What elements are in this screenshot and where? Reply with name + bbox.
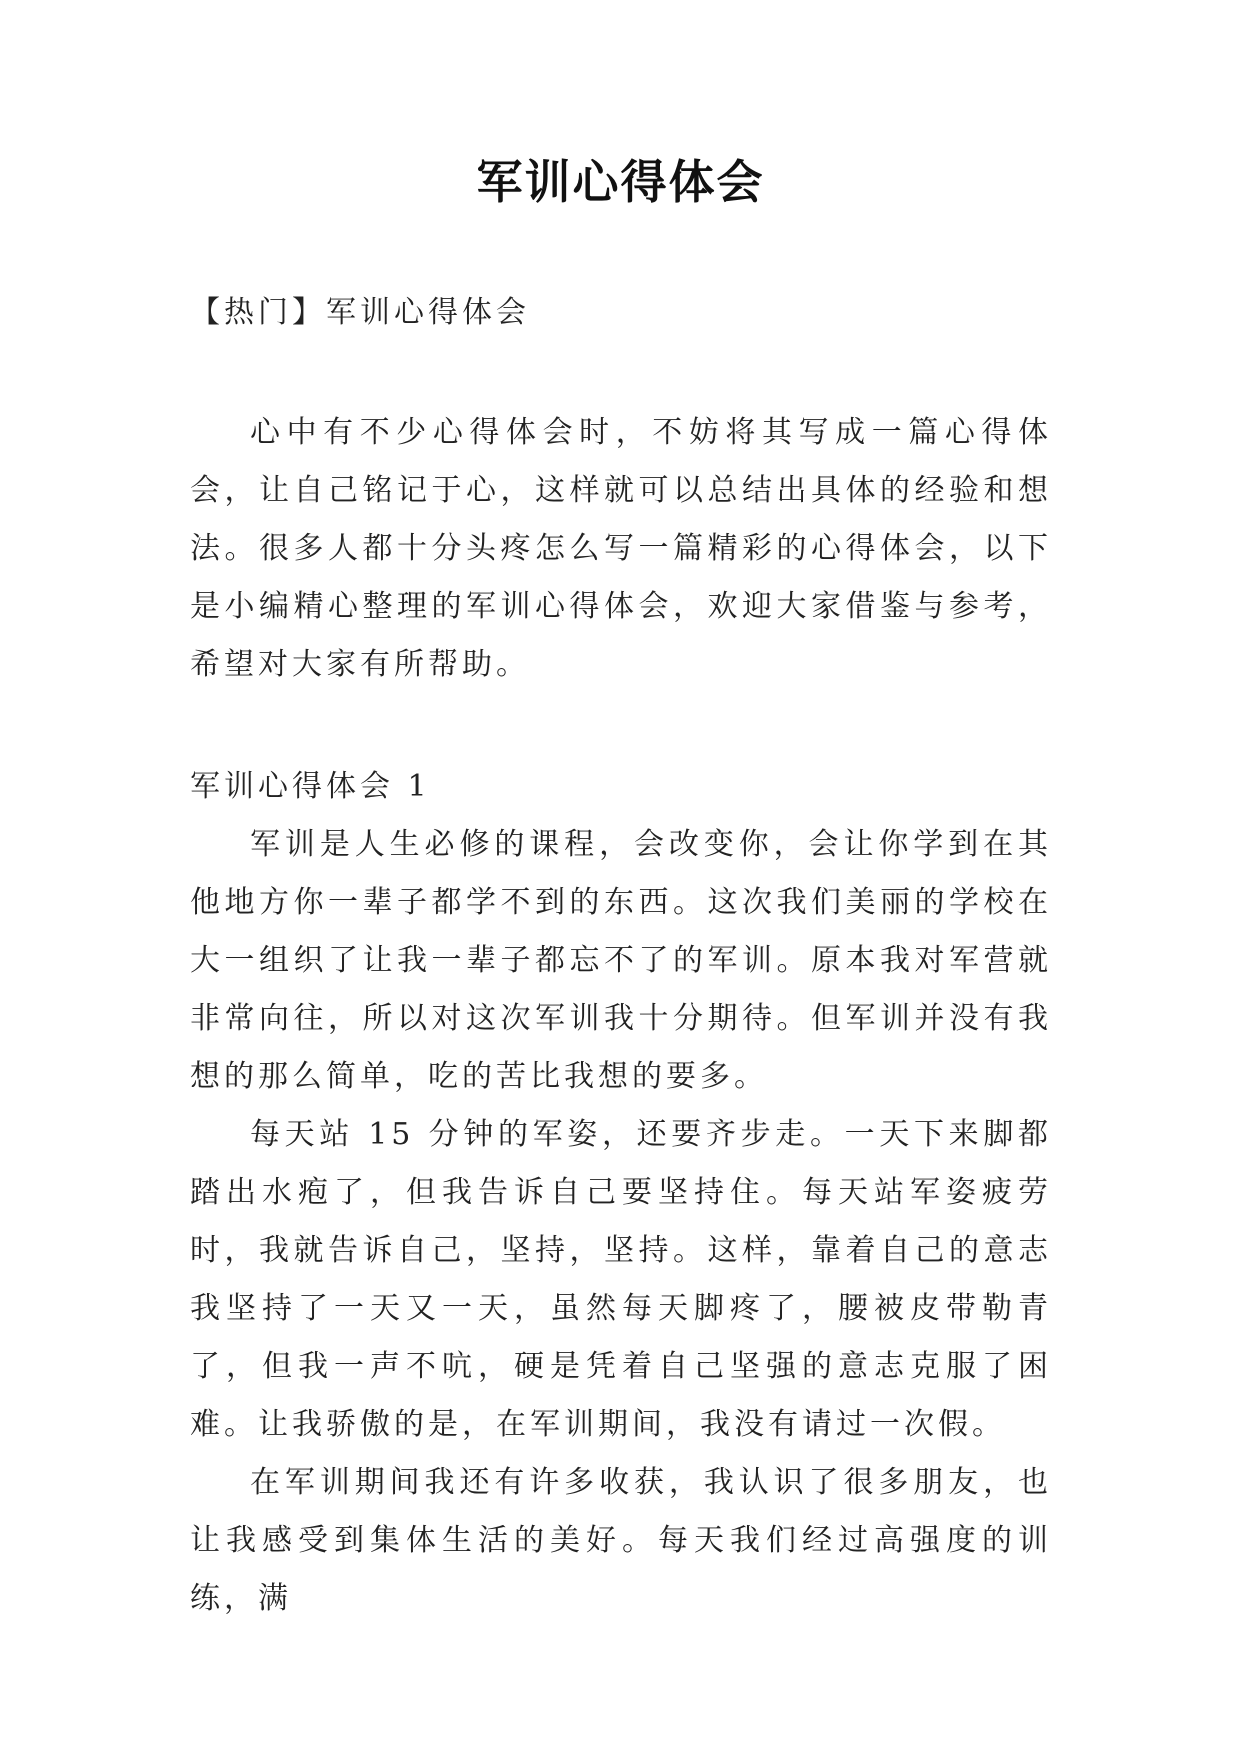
section-heading: 军训心得体会 1 bbox=[190, 769, 431, 804]
intro-block bbox=[190, 404, 1052, 694]
section-1 bbox=[190, 758, 1052, 1628]
intro-paragraph: 心中有不少心得体会时，不妨将其写成一篇心得体会，让自己铭记于心，这样就可以总结出具体的经验和想法。很多人都十分头疼怎么写一篇精彩的心得体会，以下是小编精心整理的军训心得体会，欢迎大家借鉴与参考，希望对大家有所帮助。 bbox=[190, 415, 1052, 682]
section-paragraph-3: 在军训期间我还有许多收获，我认识了很多朋友，也让我感受到集体生活的美好。每天我们经过高强度的训练，满 bbox=[190, 1465, 1052, 1616]
section-paragraph-2: 每天站 15 分钟的军姿，还要齐步走。一天下来脚都踏出水疱了，但我告诉自己要坚持住。每天站军姿疲劳时，我就告诉自己，坚持，坚持。这样，靠着自己的意志我坚持了一天又一天，虽然每天脚疼了，腰被皮带勒青了，但我一声不吭，硬是凭着自己坚强的意志克服了困难。让我骄傲的是，在军训期间，我没有请过一次假。 bbox=[190, 1117, 1052, 1442]
document-subtitle: 【热门】军训心得体会 bbox=[190, 295, 530, 330]
page-title: 军训心得体会 bbox=[476, 155, 765, 209]
section-paragraph-1: 军训是人生必修的课程，会改变你，会让你学到在其他地方你一辈子都学不到的东西。这次我们美丽的学校在大一组织了让我一辈子都忘不了的军训。原本我对军营就非常向往，所以对这次军训我十分期待。但军训并没有我想的那么简单，吃的苦比我想的要多。 bbox=[190, 827, 1052, 1094]
